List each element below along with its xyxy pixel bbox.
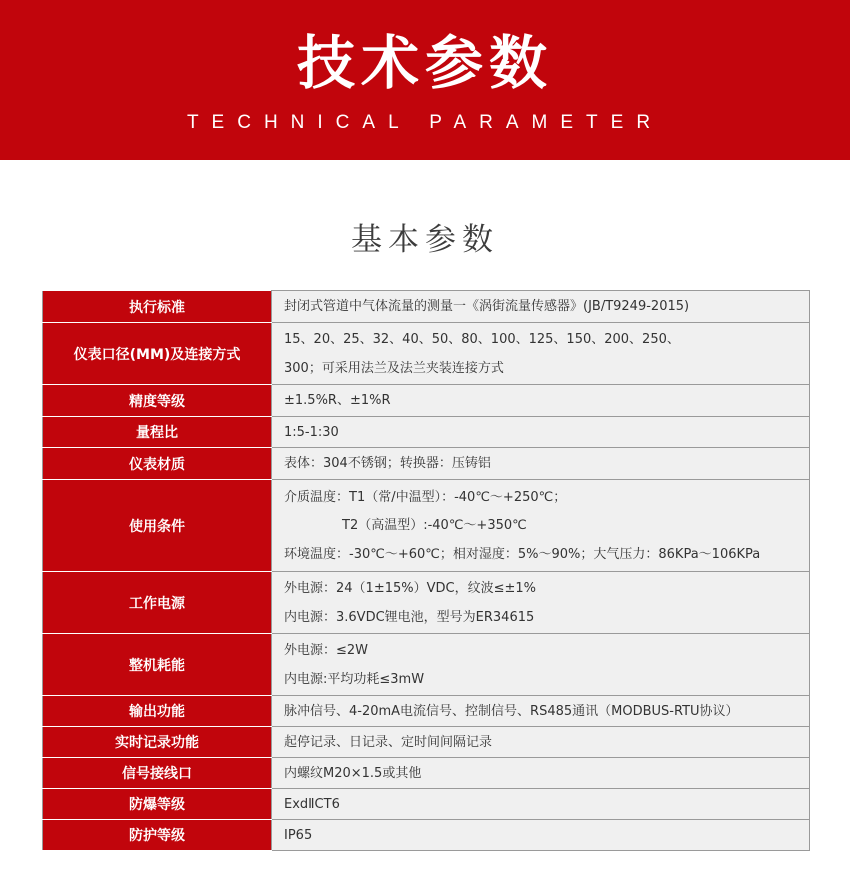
spec-value <box>272 572 810 634</box>
spec-value-line: 脉冲信号、4-20mA电流信号、控制信号、RS485通讯（MODBUS-RTU协议） <box>284 703 739 719</box>
spec-value-line: ExdⅡCT6 <box>284 796 340 812</box>
spec-table <box>42 290 810 851</box>
spec-value-line: 内电源:平均功耗≤3mW <box>284 671 425 687</box>
spec-value-line: 封闭式管道中气体流量的测量一《涡街流量传感器》(JB/T9249-2015) <box>284 298 690 314</box>
section-title: 基本参数 <box>351 222 499 258</box>
spec-row <box>43 634 810 696</box>
spec-label: 防护等级 <box>43 820 272 851</box>
spec-row <box>43 323 810 385</box>
spec-label: 防爆等级 <box>43 789 272 820</box>
spec-value <box>272 417 810 448</box>
spec-label: 输出功能 <box>43 696 272 727</box>
spec-value <box>272 634 810 696</box>
spec-row <box>43 417 810 448</box>
spec-row <box>43 385 810 417</box>
spec-row <box>43 291 810 323</box>
spec-value <box>272 291 810 323</box>
spec-row <box>43 572 810 634</box>
spec-value-line: 外电源：24（1±15%）VDC，纹波≤±1% <box>284 580 536 596</box>
spec-value-line: 表体：304不锈钢；转换器：压铸铝 <box>284 455 491 471</box>
spec-value <box>272 696 810 727</box>
spec-row <box>43 789 810 820</box>
spec-label: 使用条件 <box>43 480 272 572</box>
spec-row <box>43 820 810 851</box>
spec-row <box>43 727 810 758</box>
spec-value-line: IP65 <box>284 827 313 843</box>
spec-row <box>43 696 810 727</box>
spec-label: 仪表材质 <box>43 448 272 480</box>
spec-value <box>272 820 810 851</box>
spec-row <box>43 480 810 572</box>
spec-row <box>43 448 810 480</box>
header-banner <box>0 0 850 160</box>
spec-value <box>272 448 810 480</box>
spec-label: 实时记录功能 <box>43 727 272 758</box>
spec-value-line: ±1.5%R、±1%R <box>284 392 391 408</box>
spec-label: 信号接线口 <box>43 758 272 789</box>
spec-label: 量程比 <box>43 417 272 448</box>
spec-label: 执行标准 <box>43 291 272 323</box>
banner-title: 技术参数 <box>296 29 553 97</box>
spec-value-line: 起停记录、日记录、定时间间隔记录 <box>284 734 493 750</box>
spec-value <box>272 727 810 758</box>
spec-value-line: T2（高温型）:-40℃～+350℃ <box>342 517 527 533</box>
spec-value-line: 300；可采用法兰及法兰夹装连接方式 <box>284 360 504 376</box>
spec-value-line: 15、20、25、32、40、50、80、100、125、150、200、250、 <box>284 331 680 347</box>
spec-value-line: 内电源：3.6VDC锂电池，型号为ER34615 <box>284 609 535 625</box>
spec-label: 整机耗能 <box>43 634 272 696</box>
spec-value <box>272 789 810 820</box>
spec-label: 仪表口径(MM)及连接方式 <box>43 323 272 385</box>
spec-row <box>43 758 810 789</box>
spec-value-line: 1:5-1:30 <box>284 424 339 440</box>
spec-label: 工作电源 <box>43 572 272 634</box>
spec-value-line: 介质温度：T1（常/中温型）：-40℃～+250℃； <box>284 489 567 505</box>
spec-value <box>272 480 810 572</box>
spec-value <box>272 323 810 385</box>
spec-value-line: 外电源：≤2W <box>284 642 369 658</box>
spec-value <box>272 758 810 789</box>
banner-subtitle: TECHNICAL PARAMETER <box>186 112 664 133</box>
spec-value <box>272 385 810 417</box>
spec-value-line: 环境温度：-30℃～+60℃；相对湿度：5%～90%；大气压力：86KPa～106KPa <box>284 546 761 562</box>
spec-label: 精度等级 <box>43 385 272 417</box>
spec-value-line: 内螺纹M20×1.5或其他 <box>284 765 422 781</box>
